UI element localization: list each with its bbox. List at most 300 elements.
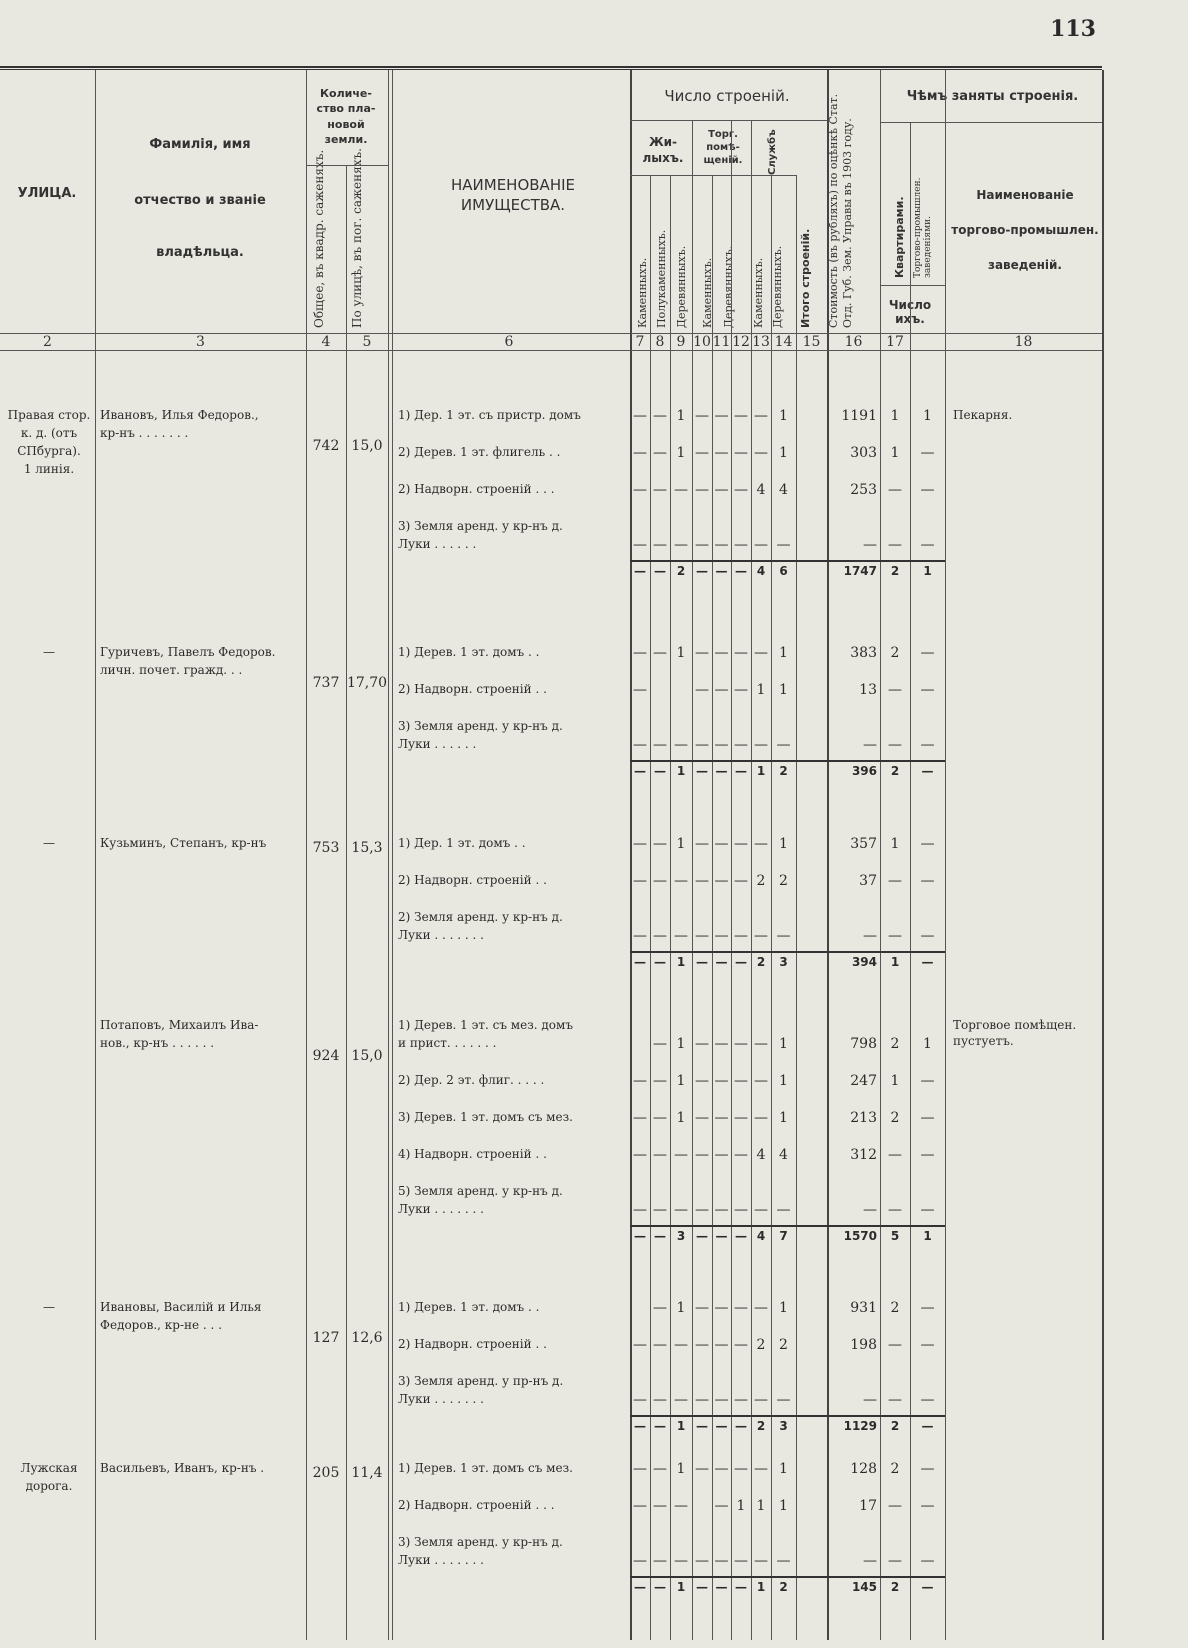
building-count: — bbox=[734, 537, 748, 553]
total-building-count: — bbox=[696, 1419, 708, 1433]
grid-line-vertical bbox=[731, 120, 732, 175]
building-count: — bbox=[754, 537, 768, 553]
header-apartments: Квартирами. bbox=[893, 196, 906, 278]
land-total: 737 bbox=[312, 675, 340, 691]
total-building-count: — bbox=[634, 1580, 646, 1594]
total-building-count: — bbox=[735, 955, 747, 969]
column-number: 5 bbox=[362, 334, 372, 350]
building-count: 1 bbox=[779, 445, 788, 461]
building-count: — bbox=[754, 1553, 768, 1569]
column-number: 9 bbox=[676, 334, 686, 350]
owner-name: личн. почет. гражд. . . bbox=[100, 663, 243, 677]
total-building-count: 4 bbox=[756, 1229, 766, 1243]
building-count: — bbox=[674, 928, 688, 944]
property-value: 1191 bbox=[841, 408, 877, 424]
building-count: — bbox=[653, 1553, 667, 1569]
property-value: — bbox=[863, 1553, 877, 1569]
building-count: — bbox=[714, 1553, 729, 1569]
street-name: к. д. (отъ bbox=[20, 426, 78, 440]
property-description: и прист. . . . . . . bbox=[398, 1036, 497, 1050]
building-count: 1 bbox=[676, 1300, 686, 1316]
property-description: Луки . . . . . . . bbox=[398, 1202, 484, 1216]
owner-name: кр-нъ . . . . . . . bbox=[100, 426, 189, 440]
total-building-count: — bbox=[696, 955, 708, 969]
building-count: — bbox=[754, 1461, 768, 1477]
property-value: — bbox=[863, 1392, 877, 1408]
owner-name: Федоров., кр-не . . . bbox=[100, 1318, 223, 1332]
column-number: 7 bbox=[635, 334, 645, 350]
property-description: 3) Земля аренд. у кр-нъ д. bbox=[398, 1535, 563, 1549]
property-value: 798 bbox=[850, 1036, 877, 1052]
building-count: — bbox=[714, 1147, 729, 1163]
building-count: — bbox=[695, 408, 709, 424]
grid-line-vertical bbox=[751, 120, 752, 175]
building-count: — bbox=[754, 1300, 768, 1316]
land-street: 15,3 bbox=[351, 840, 383, 856]
header-wooden-1: Деревянныхъ. bbox=[675, 245, 688, 328]
apartments-count: 2 bbox=[890, 1036, 900, 1052]
building-count: — bbox=[714, 682, 729, 698]
total-building-count: — bbox=[654, 955, 666, 969]
enterprises-count: 1 bbox=[923, 408, 932, 424]
building-count: — bbox=[754, 836, 768, 852]
total-apartments: 2 bbox=[890, 1419, 900, 1433]
land-street: 15,0 bbox=[351, 438, 383, 454]
total-building-count: 4 bbox=[756, 564, 766, 578]
building-count: — bbox=[734, 1392, 748, 1408]
property-value: 247 bbox=[850, 1073, 877, 1089]
header-trade-3: щеній. bbox=[703, 155, 743, 166]
building-count: — bbox=[674, 737, 688, 753]
property-description: 1) Дер. 1 эт. съ пристр. домъ bbox=[398, 408, 581, 422]
building-count: — bbox=[674, 1147, 688, 1163]
property-value: 198 bbox=[850, 1337, 877, 1353]
building-count: — bbox=[653, 1337, 667, 1353]
property-value: 13 bbox=[859, 682, 877, 698]
apartments-count: — bbox=[888, 1392, 902, 1408]
building-count: — bbox=[734, 737, 748, 753]
building-count: — bbox=[776, 1202, 791, 1218]
property-value: 213 bbox=[850, 1110, 877, 1126]
grid-line-horizontal bbox=[880, 122, 1102, 123]
building-count: — bbox=[754, 445, 768, 461]
building-count: — bbox=[674, 537, 688, 553]
total-building-count: — bbox=[634, 1419, 646, 1433]
owner-name: Васильевъ, Иванъ, кр-нъ . bbox=[100, 1461, 265, 1475]
building-count: 1 bbox=[779, 645, 788, 661]
building-count: — bbox=[674, 1337, 688, 1353]
grid-line-vertical bbox=[95, 70, 96, 1640]
building-count: 2 bbox=[779, 873, 788, 889]
top-rule bbox=[0, 66, 1102, 68]
building-count: — bbox=[714, 1110, 729, 1126]
enterprise-name: Торговое помѣщен. пустуетъ. bbox=[953, 1018, 1077, 1048]
total-building-count: — bbox=[696, 1580, 708, 1594]
building-count: — bbox=[714, 1498, 729, 1514]
total-building-count: — bbox=[735, 1580, 747, 1594]
building-count: — bbox=[653, 482, 667, 498]
building-count: — bbox=[695, 645, 709, 661]
enterprises-count: — bbox=[920, 1110, 935, 1126]
header-trade-1: Торг. bbox=[708, 129, 738, 140]
building-count: — bbox=[776, 737, 791, 753]
building-count: — bbox=[776, 537, 791, 553]
building-count: — bbox=[734, 482, 748, 498]
land-total: 924 bbox=[312, 1048, 340, 1064]
header-enterprises: Торгово-промышлен. заведеніями. bbox=[913, 177, 933, 278]
building-count: — bbox=[734, 408, 748, 424]
building-count: 1 bbox=[676, 836, 686, 852]
building-count: — bbox=[734, 682, 748, 698]
building-count: — bbox=[695, 445, 709, 461]
building-count: — bbox=[653, 873, 667, 889]
owner-name: Ивановы, Василій и Илья bbox=[100, 1300, 262, 1314]
building-count: — bbox=[633, 1202, 647, 1218]
building-count: — bbox=[695, 1337, 709, 1353]
building-count: — bbox=[695, 737, 709, 753]
total-rule bbox=[630, 1576, 945, 1578]
property-description: 2) Земля аренд. у кр-нъ д. bbox=[398, 910, 563, 924]
building-count: — bbox=[653, 1461, 667, 1477]
building-count: — bbox=[714, 737, 729, 753]
building-count: — bbox=[633, 1147, 647, 1163]
land-street: 17,70 bbox=[346, 675, 388, 691]
owner-name: Гуричевъ, Павелъ Федоров. bbox=[100, 645, 276, 659]
total-building-count: 1 bbox=[676, 955, 686, 969]
apartments-count: 2 bbox=[890, 1461, 900, 1477]
header-residential-1: Жи- bbox=[648, 135, 678, 149]
building-count: 4 bbox=[779, 482, 788, 498]
building-count: — bbox=[633, 482, 647, 498]
header-owner-3: владѣльца. bbox=[156, 245, 244, 260]
total-apartments: 2 bbox=[890, 564, 900, 578]
building-count: 1 bbox=[779, 1110, 788, 1126]
total-building-count: — bbox=[715, 564, 728, 578]
apartments-count: — bbox=[888, 873, 902, 889]
total-enterprises: — bbox=[921, 955, 934, 969]
building-count: 4 bbox=[779, 1147, 788, 1163]
header-total-buildings: Итого строеній. bbox=[799, 228, 812, 328]
property-description: 2) Надворн. строеній . . bbox=[398, 1337, 547, 1351]
column-number: 11 bbox=[712, 334, 731, 350]
total-rule bbox=[630, 760, 945, 762]
building-count: — bbox=[714, 1036, 729, 1052]
street-name: Правая стор. bbox=[7, 408, 91, 422]
building-count: — bbox=[633, 836, 647, 852]
building-count: — bbox=[714, 836, 729, 852]
total-building-count: 7 bbox=[779, 1229, 788, 1243]
property-value: 383 bbox=[850, 645, 877, 661]
total-building-count: — bbox=[735, 1419, 747, 1433]
property-description: 3) Земля аренд. у кр-нъ д. bbox=[398, 519, 563, 533]
apartments-count: — bbox=[888, 682, 902, 698]
building-count: — bbox=[695, 928, 709, 944]
column-number: 15 bbox=[802, 334, 821, 350]
header-services: Службъ bbox=[767, 129, 778, 175]
total-enterprises: 1 bbox=[923, 564, 932, 578]
header-buildings-count: Число строеній. bbox=[664, 87, 790, 105]
total-building-count: — bbox=[654, 764, 666, 778]
building-count: — bbox=[653, 1073, 667, 1089]
total-apartments: 1 bbox=[890, 955, 900, 969]
building-count: — bbox=[734, 836, 748, 852]
property-value: 37 bbox=[859, 873, 877, 889]
grid-line-vertical bbox=[692, 120, 693, 175]
apartments-count: 2 bbox=[890, 1110, 900, 1126]
building-count: — bbox=[674, 482, 688, 498]
total-rule bbox=[630, 1415, 945, 1417]
grid-line-vertical bbox=[388, 70, 389, 1640]
owner-name: Ивановъ, Илья Федоров., bbox=[100, 408, 259, 422]
total-building-count: — bbox=[735, 564, 747, 578]
enterprises-count: — bbox=[920, 1147, 935, 1163]
property-description: 2) Надворн. строеній . . bbox=[398, 873, 547, 887]
building-count: — bbox=[754, 1392, 768, 1408]
building-count: — bbox=[674, 1553, 688, 1569]
building-count: — bbox=[714, 1073, 729, 1089]
property-description: Луки . . . . . . bbox=[398, 537, 477, 551]
property-description: 2) Дер. 2 эт. флиг. . . . . bbox=[398, 1073, 545, 1087]
street-name: — bbox=[43, 645, 55, 659]
building-count: 1 bbox=[779, 408, 788, 424]
building-count: — bbox=[633, 1392, 647, 1408]
street-name: — bbox=[43, 1300, 55, 1314]
building-count: — bbox=[776, 1392, 791, 1408]
building-count: — bbox=[633, 873, 647, 889]
building-count: — bbox=[734, 928, 748, 944]
property-description: 4) Надворн. строеній . . bbox=[398, 1147, 547, 1161]
building-count: — bbox=[714, 537, 729, 553]
header-street: УЛИЦА. bbox=[17, 186, 77, 201]
building-count: — bbox=[653, 1498, 667, 1514]
building-count: — bbox=[714, 873, 729, 889]
enterprises-count: — bbox=[920, 445, 935, 461]
building-count: — bbox=[695, 1553, 709, 1569]
column-number: 14 bbox=[774, 334, 793, 350]
building-count: — bbox=[714, 1300, 729, 1316]
building-count: 2 bbox=[756, 1337, 766, 1353]
building-count: 1 bbox=[779, 836, 788, 852]
total-value: 1129 bbox=[843, 1419, 877, 1433]
owner-name: Потаповъ, Михаилъ Ива- bbox=[100, 1018, 259, 1032]
property-value: 357 bbox=[850, 836, 877, 852]
building-count: 1 bbox=[779, 1036, 788, 1052]
apartments-count: — bbox=[888, 537, 902, 553]
building-count: — bbox=[653, 737, 667, 753]
building-count: 1 bbox=[779, 1461, 788, 1477]
building-count: — bbox=[754, 645, 768, 661]
total-building-count: 6 bbox=[779, 564, 788, 578]
building-count: — bbox=[653, 445, 667, 461]
building-count: — bbox=[714, 928, 729, 944]
building-count: 1 bbox=[779, 682, 788, 698]
total-building-count: — bbox=[654, 1419, 666, 1433]
enterprises-count: — bbox=[920, 1073, 935, 1089]
grid-line-vertical bbox=[392, 70, 393, 1640]
total-apartments: 5 bbox=[890, 1229, 900, 1243]
building-count: — bbox=[714, 1202, 729, 1218]
total-building-count: 1 bbox=[676, 1419, 686, 1433]
header-property-2: ИМУЩЕСТВА. bbox=[460, 196, 566, 215]
building-count: — bbox=[734, 1110, 748, 1126]
total-apartments: 2 bbox=[890, 764, 900, 778]
land-total: 127 bbox=[312, 1330, 340, 1346]
building-count: — bbox=[714, 445, 729, 461]
total-building-count: 2 bbox=[779, 1580, 788, 1594]
building-count: — bbox=[754, 737, 768, 753]
total-building-count: — bbox=[696, 764, 708, 778]
building-count: — bbox=[714, 408, 729, 424]
building-count: 1 bbox=[676, 1461, 686, 1477]
enterprises-count: — bbox=[920, 1553, 935, 1569]
building-count: — bbox=[653, 645, 667, 661]
property-value: 128 bbox=[850, 1461, 877, 1477]
building-count: — bbox=[776, 1553, 791, 1569]
header-stone-2: Каменныхъ. bbox=[701, 257, 714, 328]
apartments-count: — bbox=[888, 1553, 902, 1569]
building-count: 4 bbox=[756, 482, 766, 498]
building-count: 2 bbox=[779, 1337, 788, 1353]
building-count: — bbox=[714, 1461, 729, 1477]
apartments-count: 1 bbox=[890, 408, 900, 424]
column-number: 6 bbox=[504, 334, 514, 350]
column-number: 16 bbox=[844, 334, 863, 350]
header-property-1: НАИМЕНОВАНІЕ bbox=[451, 176, 575, 194]
grid-line-horizontal bbox=[880, 285, 945, 286]
total-value: 396 bbox=[851, 764, 877, 778]
owner-name: нов., кр-нъ . . . . . . bbox=[100, 1036, 215, 1050]
building-count: — bbox=[695, 1036, 709, 1052]
building-count: 1 bbox=[736, 1498, 746, 1514]
building-count: — bbox=[695, 1392, 709, 1408]
property-description: 1) Дерев. 1 эт. домъ . . bbox=[398, 645, 540, 659]
total-building-count: 1 bbox=[676, 1580, 686, 1594]
enterprises-count: — bbox=[920, 482, 935, 498]
grid-line-horizontal bbox=[0, 333, 1102, 334]
building-count: — bbox=[695, 1300, 709, 1316]
building-count: — bbox=[776, 928, 791, 944]
street-name: СПбурга). bbox=[17, 444, 81, 458]
grid-line-vertical bbox=[346, 165, 347, 1640]
total-building-count: — bbox=[634, 564, 646, 578]
building-count: — bbox=[674, 873, 688, 889]
property-description: 2) Надворн. строеній . . bbox=[398, 682, 547, 696]
grid-line-horizontal bbox=[630, 120, 827, 121]
property-description: 3) Земля аренд. у пр-нъ д. bbox=[398, 1374, 564, 1388]
building-count: — bbox=[633, 682, 647, 698]
header-land-qty-4: земли. bbox=[324, 133, 368, 147]
building-count: — bbox=[695, 482, 709, 498]
enterprises-count: — bbox=[920, 1498, 935, 1514]
enterprises-count: — bbox=[920, 737, 935, 753]
building-count: — bbox=[633, 408, 647, 424]
grid-line-vertical bbox=[796, 175, 797, 1640]
building-count: — bbox=[754, 1073, 768, 1089]
property-value: 931 bbox=[850, 1300, 877, 1316]
building-count: — bbox=[695, 1202, 709, 1218]
building-count: — bbox=[674, 1202, 688, 1218]
apartments-count: — bbox=[888, 482, 902, 498]
building-count: 1 bbox=[676, 1036, 686, 1052]
total-enterprises: — bbox=[921, 764, 934, 778]
apartments-count: — bbox=[888, 1498, 902, 1514]
building-count: 4 bbox=[756, 1147, 766, 1163]
header-stone-3: Каменныхъ. bbox=[752, 257, 765, 328]
building-count: 1 bbox=[779, 1300, 788, 1316]
apartments-count: 1 bbox=[890, 445, 900, 461]
property-description: 3) Дерев. 1 эт. домъ съ мез. bbox=[398, 1110, 573, 1124]
building-count: — bbox=[653, 537, 667, 553]
property-description: 1) Дерев. 1 эт. домъ съ мез. bbox=[398, 1461, 573, 1475]
total-rule bbox=[630, 951, 945, 953]
building-count: — bbox=[653, 1202, 667, 1218]
header-land-qty-3: новой bbox=[327, 117, 365, 131]
building-count: — bbox=[754, 408, 768, 424]
header-value: Стоимость (въ рубляхъ) по оцѣнкѣ Стат. Отд. Губ. Зем. Управы въ 1903 году. bbox=[827, 93, 854, 328]
header-owner-1: Фамилія, имя bbox=[149, 137, 251, 152]
total-building-count: — bbox=[654, 1580, 666, 1594]
building-count: 1 bbox=[676, 445, 686, 461]
total-building-count: — bbox=[634, 764, 646, 778]
property-description: 2) Надворн. строеній . . . bbox=[398, 1498, 555, 1512]
header-residential-2: лыхъ. bbox=[642, 151, 684, 166]
total-apartments: 2 bbox=[890, 1580, 900, 1594]
total-building-count: — bbox=[654, 1229, 666, 1243]
building-count: 1 bbox=[756, 1498, 766, 1514]
total-building-count: 1 bbox=[676, 764, 686, 778]
column-number: 8 bbox=[655, 334, 665, 350]
street-name: дорога. bbox=[25, 1479, 73, 1493]
building-count: — bbox=[714, 1392, 729, 1408]
apartments-count: — bbox=[888, 737, 902, 753]
land-total: 742 bbox=[312, 438, 340, 454]
building-count: — bbox=[734, 873, 748, 889]
land-street: 12,6 bbox=[351, 1330, 383, 1346]
total-building-count: — bbox=[735, 764, 747, 778]
total-enterprises: — bbox=[921, 1419, 934, 1433]
total-building-count: 2 bbox=[756, 1419, 766, 1433]
total-building-count: 1 bbox=[756, 1580, 766, 1594]
building-count: 1 bbox=[676, 1073, 686, 1089]
total-building-count: — bbox=[715, 1229, 728, 1243]
building-count: — bbox=[653, 1392, 667, 1408]
building-count: — bbox=[633, 1073, 647, 1089]
building-count: — bbox=[633, 1461, 647, 1477]
land-total: 205 bbox=[312, 1465, 340, 1481]
grid-line-horizontal bbox=[630, 175, 796, 176]
column-number: 10 bbox=[693, 334, 711, 350]
building-count: — bbox=[695, 873, 709, 889]
enterprise-name: Пекарня. bbox=[953, 408, 1013, 422]
land-total: 753 bbox=[312, 840, 340, 856]
building-count: 1 bbox=[676, 408, 686, 424]
building-count: — bbox=[633, 928, 647, 944]
column-number: 18 bbox=[1014, 334, 1033, 350]
property-value: — bbox=[863, 928, 877, 944]
building-count: — bbox=[734, 1461, 748, 1477]
header-residential bbox=[633, 134, 693, 166]
building-count: — bbox=[653, 1036, 667, 1052]
header-ent-name-2: торгово-промышлен. bbox=[951, 222, 1099, 237]
total-building-count: — bbox=[715, 955, 728, 969]
grid-line-vertical bbox=[945, 70, 946, 1640]
total-enterprises: — bbox=[921, 1580, 934, 1594]
building-count: — bbox=[633, 645, 647, 661]
top-rule-inner bbox=[0, 69, 1102, 70]
building-count: — bbox=[674, 1392, 688, 1408]
building-count: — bbox=[653, 836, 667, 852]
property-value: 17 bbox=[859, 1498, 877, 1514]
